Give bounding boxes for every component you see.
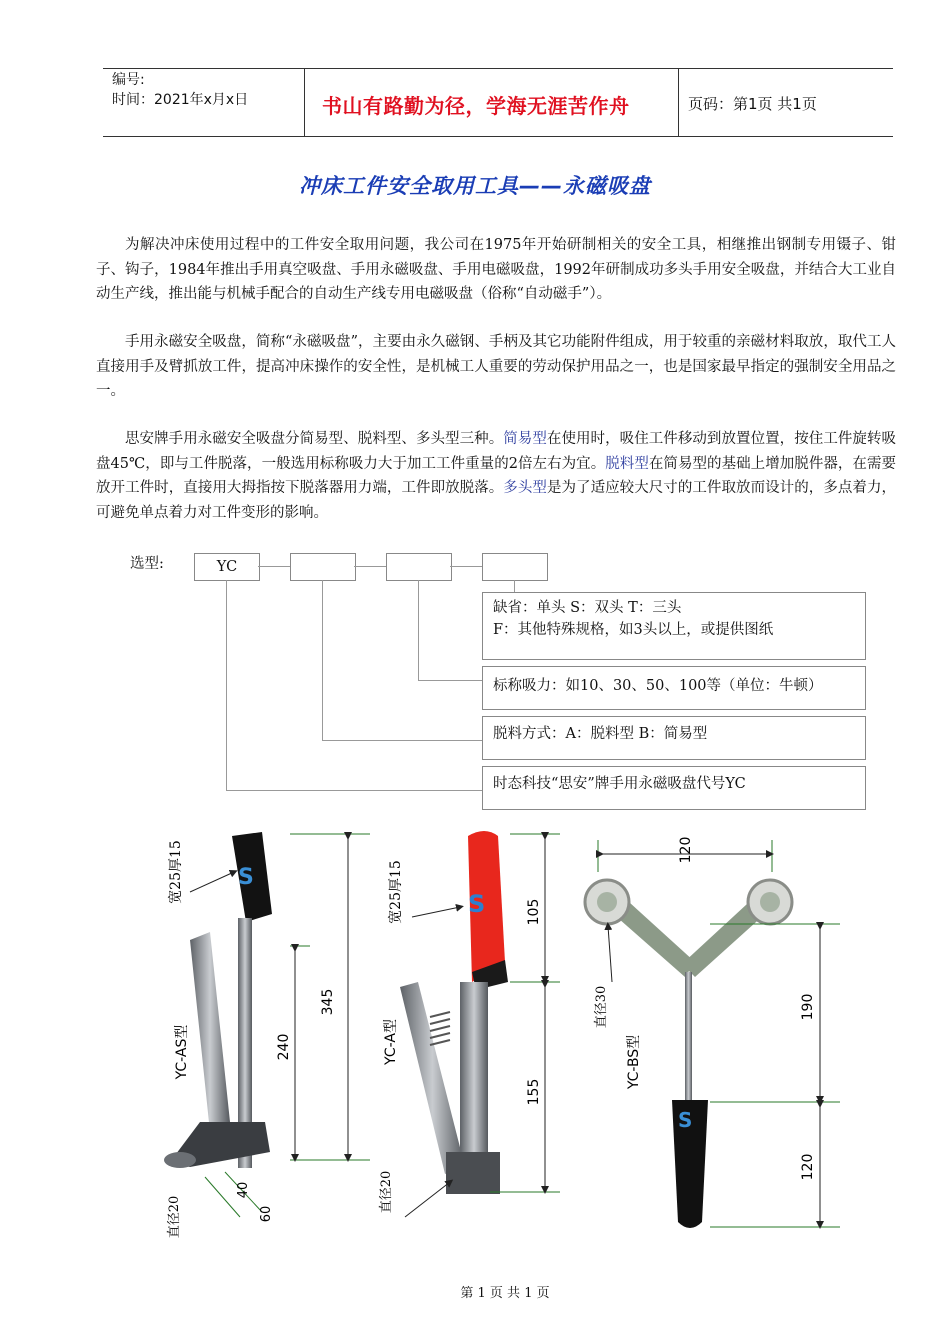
document-date: 时间：2021年x月x日 <box>112 92 249 108</box>
dim-upper: 190 <box>800 993 816 1021</box>
types-intro: 思安牌手用永磁安全吸盘分简易型、脱料型、多头型三种。 <box>125 431 504 447</box>
product-figures <box>150 822 870 1242</box>
release-desc: 在简易型的基础上增加脱件器，在需要放开工件时，直接用大拇指按下脱落器用力端，工件即放脱落。 <box>96 455 897 496</box>
suction-description: 标称吸力：如10、30、50、100等（单位：牛顿） <box>482 666 866 710</box>
model-yc-bs: YC-BS型 <box>626 1034 642 1090</box>
brand-logo: S <box>468 890 486 918</box>
code-description: 时态科技“思安”牌手用永磁吸盘代号YC <box>482 766 866 810</box>
brand-logo: S <box>678 1108 693 1132</box>
figure-yc-a <box>378 831 560 1217</box>
header-divider <box>304 68 305 136</box>
page-footer: 第 1 页 共 1 页 <box>460 1286 550 1301</box>
width-label-a: 宽25厚15 <box>388 860 404 924</box>
paragraph-definition: 手用永磁安全吸盘，简称“永磁吸盘”，主要由永久磁钢、手柄及其它功能附件组成，用于较重的亲磁材料取放，取代工人直接用手及臂抓放工件，提高冲床操作的安全性，是机械工人重要的劳动保护用品之一，也是国家最早指定的强制安全用品之一。 <box>96 334 896 399</box>
dia-label-as: 直径20 <box>167 1195 182 1239</box>
leader-line <box>418 680 482 681</box>
leader-line <box>322 580 323 740</box>
multi-desc: 是为了适应较大尺寸的工件取放而设计的，多点着力，可避免单点着力对工件变形的影响。 <box>96 480 897 521</box>
leader-line <box>226 790 482 791</box>
paragraph-types <box>96 427 896 525</box>
term-multi: 多头型 <box>503 480 547 496</box>
dim-lower: 120 <box>800 1153 816 1181</box>
simple-desc: 在使用时，吸住工件移动到放置位置，按住工件旋转吸盘45℃，即与工件脱落，一般选用标称吸力大于加工工件重量的2倍左右为宜。 <box>96 431 897 472</box>
dim-top: 105 <box>526 898 542 926</box>
figure-yc-as <box>164 832 370 1238</box>
dim-span: 120 <box>678 836 694 864</box>
figure-yc-bs <box>585 837 840 1228</box>
head-count-box <box>482 553 548 581</box>
term-simple: 简易型 <box>503 431 547 447</box>
leader-line <box>322 740 482 741</box>
header-divider <box>678 68 679 136</box>
code-box: YC <box>194 553 260 581</box>
magnet-core-left <box>597 892 617 912</box>
connector <box>450 566 482 567</box>
width-label-as: 宽25厚15 <box>168 840 184 904</box>
dim-total: 345 <box>320 988 336 1016</box>
magnet-head <box>446 1152 500 1194</box>
dim-bottom: 155 <box>526 1078 542 1106</box>
dim-a-as: 40 <box>236 1181 251 1199</box>
leader-line <box>418 580 419 680</box>
document-number: 编号: <box>112 72 145 88</box>
magnet-core-right <box>760 892 780 912</box>
connector <box>354 566 386 567</box>
dim-b-as: 60 <box>259 1205 274 1223</box>
head-count-line1: 缺省：单头 S：双头 T：三头 <box>493 600 682 616</box>
magnet-disc <box>164 1152 196 1168</box>
header-top-rule <box>103 68 893 69</box>
leader-line <box>226 580 227 790</box>
header-bottom-rule <box>103 136 893 137</box>
head-count-description <box>482 592 866 660</box>
head-count-line2: F：其他特殊规格，如3头以上，或提供图纸 <box>493 622 774 638</box>
dia-label-bs: 直径30 <box>594 985 609 1029</box>
paragraph-history: 为解决冲床使用过程中的工件安全取用问题，我公司在1975年开始研制相关的安全工具，相继推出钢制专用镊子、钳子、钩子，1984年推出手用真空吸盘、手用永磁吸盘、手用电磁吸盘，1992年研制成功多头手用安全吸盘，并结合大工业自动生产线，推出能与机械手配合的自动生产线专用电磁吸盘（俗称“自动磁手”）。 <box>96 237 896 302</box>
header-meta <box>112 70 248 110</box>
header-page-number: 页码：第1页 共1页 <box>688 95 817 113</box>
suction-box <box>386 553 452 581</box>
shaft <box>685 972 692 1102</box>
release-type-box <box>290 553 356 581</box>
dia-label-a: 直径20 <box>379 1170 394 1214</box>
connector <box>258 566 290 567</box>
term-release: 脱料型 <box>605 455 649 472</box>
brand-logo: S <box>238 865 254 890</box>
spring <box>430 1012 450 1045</box>
release-description: 脱料方式：A：脱料型 B：简易型 <box>482 716 866 760</box>
release-lever <box>190 932 230 1132</box>
model-yc-as: YC-AS型 <box>174 1024 190 1080</box>
header-motto: 书山有路勤为径，学海无涯苦作舟 <box>322 94 630 118</box>
model-yc-a: YC-A型 <box>383 1019 399 1065</box>
leader-line <box>514 580 515 592</box>
dim-shaft: 240 <box>276 1033 292 1061</box>
release-lever <box>400 982 465 1174</box>
selection-label: 选型: <box>130 556 164 572</box>
shaft <box>460 982 488 1172</box>
page-title: 冲床工件安全取用工具——永磁吸盘 <box>299 174 651 198</box>
